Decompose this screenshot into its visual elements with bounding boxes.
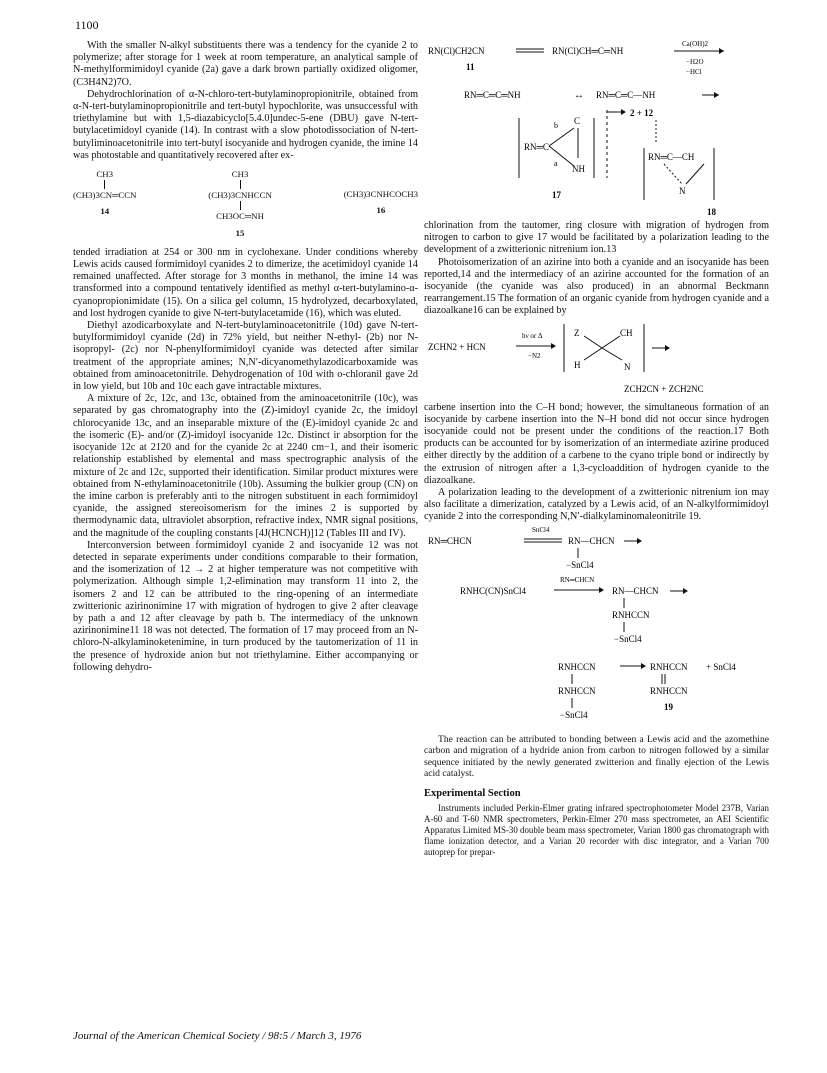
s15-label: 15 bbox=[235, 227, 245, 238]
s3-r2-sub1: RNHCCN bbox=[612, 609, 650, 620]
s3-r3-plus: + SnCl4 bbox=[706, 661, 736, 672]
label-19: 19 bbox=[664, 701, 673, 712]
arrowhead bbox=[551, 343, 556, 349]
ring-bond bbox=[602, 348, 622, 360]
bond-line bbox=[240, 201, 241, 210]
ring-bond bbox=[584, 348, 602, 360]
s1-line1-left: RN(Cl)CH2CN bbox=[428, 46, 485, 56]
ring-bond bbox=[549, 146, 574, 166]
ring-bond bbox=[549, 128, 574, 146]
s18-n: N bbox=[679, 186, 686, 196]
s3-r2-right: RN—CHCN bbox=[612, 585, 659, 596]
arrowhead bbox=[714, 92, 719, 98]
s15-formula: (CH3)3CNHCCN bbox=[208, 190, 272, 201]
c-atom: C bbox=[574, 116, 581, 126]
scheme-azirinonimine bbox=[424, 40, 769, 220]
paragraph: carbene insertion into the C–H bond; however, the simultaneous formation of an isocyanide by carbene insertion into the N–H bond did not occur since hydrogen isocyanide could not be present under the conditions of the reaction.17 Both products can be accounted for by isomerization of an intermediate azirine produced either directly by the addition of a carbene to the cyano triple bond or indirectly by the extrusion of nitrogen after a 1,3-cycloaddition of hydrogen cyanide to the diazoalkane. bbox=[424, 401, 769, 486]
arrowhead bbox=[637, 538, 642, 544]
paragraph: A mixture of 2c, 12c, and 13c, obtained from the aminoacetonitrile (10c), was separated by gas chromatography into the (Z)-imidoyl cyanide 2c, the imidoyl chlorocyanide 13c, and an inseparable mixture of the (E)-imidoyl cyanide 2c and the isomeric (E)- and/or (Z)-imidoyl isocyanide 12c. Distinct ir absorption for the isocyanide 12c at 2120 and for the cyanide 2c at 2240 cm−1, and their isomeric relationship established by elemental and mass spectrographic analysis of the mixture of 2c and 12c, supported their identification. Similar product mixtures were obtained from N-ethylaminoacetonitrile (10b). Assuming the bulkier group (CN) on the imine carbon is preferably anti to the nitrogen substituent in each formimidoyl cyanide, the assigned stereoisomerism for the imines 2 is supported by thermodynamic data, ultraviolet absorption, refractive index, NMR signal positions, and the magnitude of the coupling constants [4J(HCNCH)]12 (Tables III and IV). bbox=[73, 393, 418, 539]
ring-ch: CH bbox=[620, 327, 633, 338]
s18-formula: RN═C—CH bbox=[648, 152, 695, 162]
paragraph: Dehydrochlorination of α-N-chloro-tert-butylaminopropionitrile, obtained from α-N-tert-butylaminopropionitrile and tert-butyl hypochlorite, was unsuccessful with triethylamine but with 1,5-diazabicyclo[5.4.0]undec-5-ene (DBU) gave N-tert-butylacetimidoyl cyanide (14). In contrast with a slow photodissociation of N-tert-butyliminoacetonitrile into tert-butyl isocyanide and hydrogen cyanide, the imine 14 was photostable and quantitatively recovered after ex- bbox=[73, 88, 418, 161]
s3-r1-left: RN═CHCN bbox=[428, 535, 472, 546]
s2-left: ZCHN2 + HCN bbox=[428, 341, 486, 352]
s1-reagent-top: Ca(OH)2 bbox=[682, 40, 709, 48]
s3-r3-left-bot: RNHCCN bbox=[558, 685, 596, 696]
structures-14-15-16 bbox=[73, 168, 418, 239]
paragraph: Photoisomerization of an azirine into both a cyanide and an isocyanide has been reported,14 and the intermediacy of an azirine accounted for the formation of an isocyanide (the cyanide was also produced) in an abnormal Beckmann rearrangement.15 The formation of an organic cyanide from hydrogen cyanide and a diazoalkane16 can be explained by bbox=[424, 256, 769, 317]
s3-r1-sub: −SnCl4 bbox=[566, 559, 594, 570]
ring-bond bbox=[584, 336, 602, 348]
s14-formula: (CH3)3CN═CCN bbox=[73, 190, 137, 201]
paragraph: A polarization leading to the development of a zwitterionic nitrenium ion may also facilitate a dimerization, catalyzed by a Lewis acid, of an N-alkylformimidoyl cyanide 2 into the corresponding N,N′-dialkylaminomaleonitrile 19. bbox=[424, 487, 769, 523]
s1-line2-b: RN═C═C—NH bbox=[596, 90, 656, 100]
s1-line1-right: RN(Cl)CH═C═NH bbox=[552, 46, 624, 56]
s1-reagent-mid: −H2O bbox=[686, 58, 704, 66]
s14-methyl: CH3 bbox=[96, 169, 114, 180]
arrowhead bbox=[599, 587, 604, 593]
s2-arrow-bot: −N2 bbox=[528, 351, 541, 360]
path-b-label: b bbox=[554, 121, 558, 130]
ring-bond bbox=[664, 164, 682, 184]
right-column bbox=[424, 40, 769, 858]
s3-r2-sub2: −SnCl4 bbox=[614, 633, 642, 644]
s17-nh: NH bbox=[572, 164, 585, 174]
left-column bbox=[73, 40, 418, 674]
paragraph: chlorination from the tautomer, ring closure with migration of hydrogen from nitrogen to carbon to give 17 would be facilitated by a polarization leading to the development of a zwitterionic nitrenium ion.13 bbox=[424, 220, 769, 256]
s17-rnc: RN═C bbox=[524, 142, 549, 152]
s3-r3-left-sub: −SnCl4 bbox=[560, 709, 588, 720]
s3-r2-reagent: RN═CHCN bbox=[560, 575, 595, 584]
arrowhead bbox=[621, 109, 626, 115]
paragraph: Diethyl azodicarboxylate and N-tert-butylaminoacetonitrile (10d) gave N-tert-butylformimidoyl cyanide (2d) in 72% yield, but neither N-ethyl- (2b) nor N-isopropyl- (2c) nor N-phenylformimidoyl cyanide was detected after similar treatment of the appropriate amines; N,N′-dicyanomethylazodicarboxamide was obtained from aminoacetonitrile. Dehydrogenation of 10d with o-chloranil gave 2d in low yield, but 10b and 10c each gave intractable mixtures. bbox=[73, 320, 418, 393]
arrowhead bbox=[683, 588, 688, 594]
s3-r3-left-top: RNHCCN bbox=[558, 661, 596, 672]
ring-bond bbox=[686, 164, 704, 184]
s14-label: 14 bbox=[100, 206, 110, 217]
bond-line bbox=[240, 180, 241, 189]
paragraph: tended irradiation at 254 or 300 nm in cyclohexane. Under conditions whereby Lewis acids caused formimidoyl cyanides 2 to dimerize, the acetimidoyl cyanide 14 remained unaffected. After storage for 3 months in methanol, the imine 14 was transformed into a compound tentatively identified as methyl α-tert-butylamino-α-cyanopropionimidate (15). On a silica gel column, 15 hydrolyzed, decarboxylated, and lost hydrogen cyanide to give N-tert-butylacetamide (16), which was eluted. bbox=[73, 246, 418, 319]
structure-15 bbox=[208, 168, 272, 239]
s3-r1-right: RN—CHCN bbox=[568, 535, 615, 546]
ring-bond bbox=[602, 336, 620, 348]
ring-z: Z bbox=[574, 327, 580, 338]
structure-14 bbox=[73, 168, 136, 218]
arrowhead bbox=[719, 48, 724, 54]
label-11: 11 bbox=[466, 62, 475, 72]
scheme-dimerization bbox=[424, 524, 769, 734]
arrowhead bbox=[665, 345, 670, 351]
s3-r1-reagent: SnCl4 bbox=[532, 525, 550, 534]
s16-formula: (CH3)3CNHCOCH3 bbox=[343, 189, 418, 200]
ring-h: H bbox=[574, 359, 581, 370]
experimental-heading: Experimental Section bbox=[424, 788, 521, 800]
s2-products: ZCH2CN + ZCH2NC bbox=[624, 383, 704, 394]
label-18: 18 bbox=[707, 207, 716, 217]
s3-r2-left: RNHC(CN)SnCl4 bbox=[460, 585, 527, 596]
s3-r3-right-bot: RNHCCN bbox=[650, 685, 688, 696]
paragraph: The reaction can be attributed to bonding between a Lewis acid and the azomethine carbon and migration of a hydride anion from carbon to nitrogen followed by a similar sequence initiated by the newly generated zwitterion and finally ejection of the Lewis acid catalyst. bbox=[424, 733, 769, 780]
s16-label: 16 bbox=[376, 205, 386, 216]
s15-imidate: CH3OC═NH bbox=[216, 211, 264, 222]
product-label: 2 + 12 bbox=[630, 108, 654, 118]
journal-footer: Journal of the American Chemical Society / 98:5 / March 3, 1976 bbox=[73, 1030, 362, 1042]
resonance-arrow: ↔ bbox=[574, 90, 584, 101]
s15-methyl: CH3 bbox=[231, 169, 249, 180]
paragraph: Interconversion between formimidoyl cyanide 2 and isocyanide 12 was not detected in separate experiments under conditions comparable to their formation, and the isomerization of 12 → 2 at higher temperature was not competitive with polymerization. Although simple 1,2-elimination may transform 11 into 2, the isomers 2 and 12 can be attributed to the ring-opening of an intermediate zwitterionic azirinonimine 17 with migration of hydrogen to give 2 after cleavage by path a and 12 after cleavage by path b. The intermediacy of the unknown azirinonimine11 18 was not detected. The formation of 17 may proceed from an N-chloro-N-alkylaminoketenimine, in turn produced by the tautomerization of 11 in the presence of hydroxide anion but not triethylamine. Either accompanying or following dehydro- bbox=[73, 539, 418, 673]
structure-16 bbox=[344, 168, 418, 216]
s1-reagent-bot: −HCl bbox=[686, 68, 702, 76]
bond-line bbox=[104, 180, 105, 189]
s1-line2-a: RN═C═C═NH bbox=[464, 90, 521, 100]
s2-arrow-top: hν or Δ bbox=[522, 331, 543, 340]
path-a-label: a bbox=[554, 159, 558, 168]
s3-r3-right-top: RNHCCN bbox=[650, 661, 688, 672]
paragraph: With the smaller N-alkyl substituents there was a tendency for the cyanide 2 to polymerize; after storage for 1 week at room temperature, an analytical sample of N-methylformimidoyl cyanide (2a) gave a dark brown partially oxidized oligomer, (C3H4N2)7O. bbox=[73, 40, 418, 88]
label-17: 17 bbox=[552, 190, 561, 200]
experimental-text: Instruments included Perkin-Elmer grating infrared spectrophotometer Model 237B, Varian A-60 and T-60 NMR spectrometers, Perkin-Elmer 270 mass spectrometer, an AEI Scientific Apparatus Limited MS-30 double beam mass spectrometer, Varian 1800 gas chromatograph with flame ionization detector, and a Varian 20 recorder with disc integrator, and a Varian 700 autoprep for prepar- bbox=[424, 803, 769, 858]
scheme-diazoalkane bbox=[424, 318, 769, 402]
arrowhead bbox=[641, 663, 646, 669]
page-number: 1100 bbox=[75, 18, 99, 32]
ring-n: N bbox=[624, 361, 631, 372]
